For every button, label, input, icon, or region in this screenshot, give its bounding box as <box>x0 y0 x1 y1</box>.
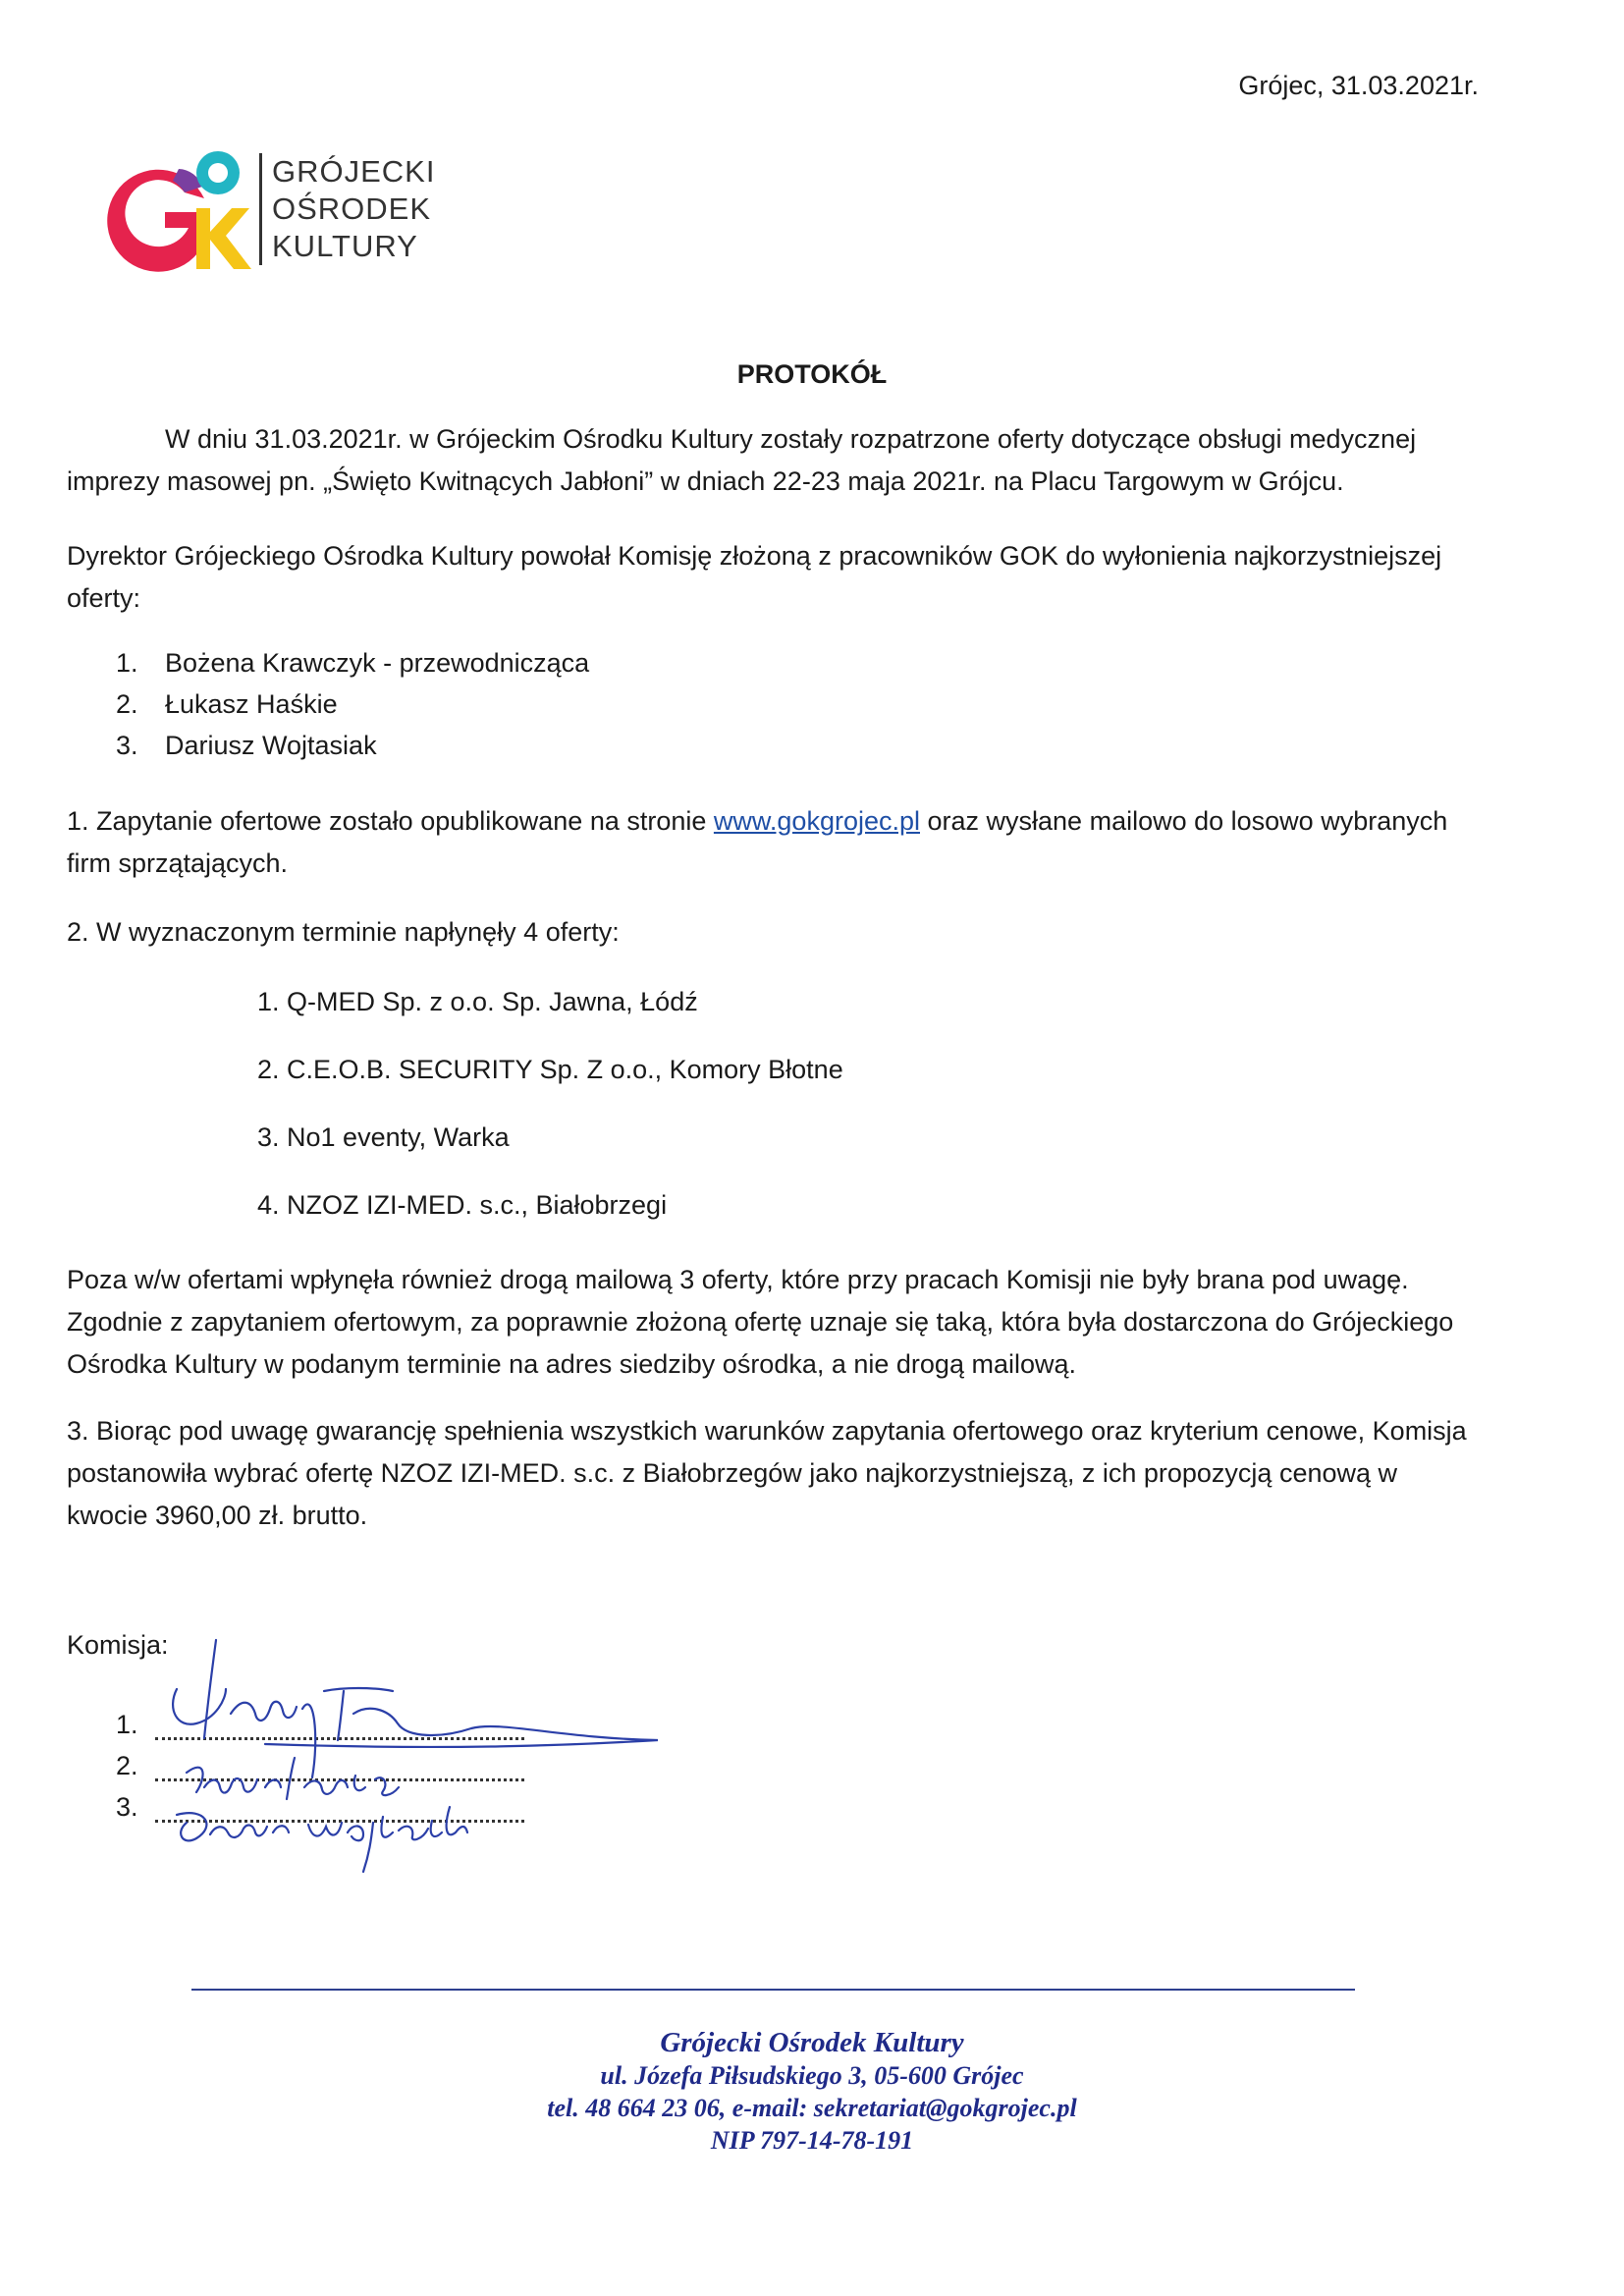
paragraph-offers-count: 2. W wyznaczonym terminie napłynęły 4 oferty: <box>67 917 620 947</box>
publication-text-end: oraz wysłane mailowo do losowo wybranych firm sprzątających. <box>67 806 1448 878</box>
list-number: 1. <box>116 1710 138 1739</box>
paragraph-publication <box>67 800 1481 885</box>
offers-list <box>257 982 843 1253</box>
paragraph-email-offers: Poza w/w ofertami wpłynęła również drogą mailową 3 oferty, które przy pracach Komisji nie były brana pod uwagę. Zgodnie z zapytaniem ofertowym, za poprawnie złożoną ofertę uznaje się taką, która była dostarczona do Grójeckiego Ośrodka Kultury w podanym terminie na adres siedziby ośrodka, a nie drogą mailową. <box>67 1265 1454 1379</box>
member-name: Dariusz Wojtasiak <box>165 731 377 760</box>
document-title: PROTOKÓŁ <box>736 359 888 389</box>
logo-line: OŚRODEK <box>272 191 432 226</box>
list-number: 3. <box>116 731 138 760</box>
list-number: 2. <box>116 689 138 719</box>
committee-label: Komisja: <box>67 1630 169 1660</box>
gok-logo <box>94 147 467 275</box>
publication-text: 1. Zapytanie ofertowe zostało opublikowane na stronie <box>67 806 714 836</box>
gok-logo-mark-icon <box>94 147 261 275</box>
paragraph-committee: Dyrektor Grójeckiego Ośrodka Kultury powołał Komisję złożoną z pracowników GOK do wyłonienia najkorzystniejszej oferty: <box>67 541 1442 613</box>
handwritten-signatures <box>147 1630 697 1876</box>
document-date: Grójec, 31.03.2021r. <box>1238 71 1479 100</box>
footer-org-name: Grójecki Ośrodek Kultury <box>660 2027 964 2058</box>
committee-member <box>67 683 1481 725</box>
footer-divider <box>191 1989 1355 1991</box>
list-number: 2. <box>116 1751 138 1780</box>
offer-item: 4. NZOZ IZI-MED. s.c., Białobrzegi <box>257 1190 668 1220</box>
footer-address: ul. Józefa Piłsudskiego 3, 05-600 Grójec <box>600 2061 1024 2090</box>
committee-list <box>67 642 1481 766</box>
committee-member <box>67 725 1481 766</box>
committee-member <box>67 642 1481 683</box>
offer-item: 2. C.E.O.B. SECURITY Sp. Z o.o., Komory Błotne <box>257 1055 843 1084</box>
offer-item: 3. No1 eventy, Warka <box>257 1122 510 1152</box>
list-number: 1. <box>116 648 138 678</box>
footer-contact: tel. 48 664 23 06, e-mail: sekretariat@gokgrojec.pl <box>547 2094 1077 2122</box>
member-name: Łukasz Haśkie <box>165 689 338 719</box>
logo-line: GRÓJECKI <box>272 154 436 189</box>
logo-line: KULTURY <box>272 229 418 263</box>
footer-address-block <box>0 2027 1624 2157</box>
logo-wordmark <box>259 153 435 265</box>
member-name: Bożena Krawczyk - przewodnicząca <box>165 648 590 678</box>
paragraph-decision: 3. Biorąc pod uwagę gwarancję spełnienia wszystkich warunków zapytania ofertowego oraz kryterium cenowe, Komisja postanowiła wybrać ofertę NZOZ IZI-MED. s.c. z Białobrzegów jako najkorzystniejszą, z ich propozycją cenową w kwocie 3960,00 zł. brutto. <box>67 1416 1467 1530</box>
footer-nip: NIP 797-14-78-191 <box>710 2126 914 2155</box>
paragraph-intro: W dniu 31.03.2021r. w Grójeckim Ośrodku Kultury zostały rozpatrzone oferty dotyczące obsługi medycznej imprezy masowej pn. „Święto Kwitnących Jabłoni” w dniach 22-23 maja 2021r. na Placu Targowym w Grójcu. <box>67 424 1417 496</box>
offer-item: 1. Q-MED Sp. z o.o. Sp. Jawna, Łódź <box>257 987 698 1016</box>
website-link[interactable]: www.gokgrojec.pl <box>713 806 920 836</box>
list-number: 3. <box>116 1792 138 1822</box>
